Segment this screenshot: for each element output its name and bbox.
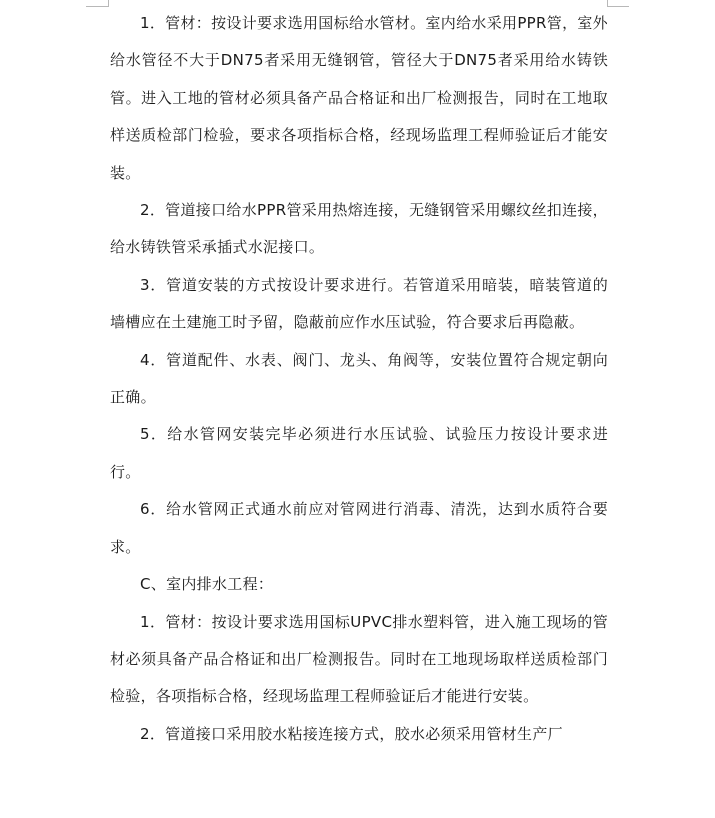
paragraph-water-pipe-material: 1．管材：按设计要求选用国标给水管材。室内给水采用PPR管，室外给水管径不大于DN75者采用无缝钢管，管径大于DN75者采用给水铸铁管。进入工地的管材必须具备产品合格证和出厂检测报告，同时在工地取样送质检部门检验，要求各项指标合格，经现场监理工程师验证后才能安装。 xyxy=(110,14,608,182)
crop-mark-top-right-horizontal xyxy=(607,6,629,7)
paragraph-drainage-pipe-joints: 2．管道接口采用胶水粘接连接方式，胶水必须采用管材生产厂 xyxy=(140,724,563,743)
paragraph-water-pipe-joints: 2．管道接口给水PPR管采用热熔连接，无缝钢管采用螺纹丝扣连接，给水铸铁管采承插式水泥接口。 xyxy=(110,201,608,257)
paragraph-pipe-installation-method: 3．管道安装的方式按设计要求进行。若管道采用暗装，暗装管道的墙槽应在土建施工时予留，隐蔽前应作水压试验，符合要求后再隐蔽。 xyxy=(110,275,608,332)
crop-mark-top-left-horizontal xyxy=(86,6,108,7)
section-heading-indoor-drainage: C、室内排水工程： xyxy=(140,575,274,594)
paragraph-drainage-pipe-material: 1．管材：按设计要求选用国标UPVC排水塑料管，进入施工现场的管材必须具备产品合格证和出厂检测报告。同时在工地现场取样送质检部门检验，各项指标合格，经现场监理工程师验证后才能进行安装。 xyxy=(110,612,608,706)
document-body xyxy=(110,5,608,753)
crop-mark-top-left-vertical xyxy=(108,0,109,7)
paragraph-disinfection: 6．给水管网正式通水前应对管网进行消毒、清洗，达到水质符合要求。 xyxy=(110,500,608,556)
paragraph-pressure-test: 5．给水管网安装完毕必须进行水压试验、试验压力按设计要求进行。 xyxy=(110,425,608,481)
paragraph-pipe-fittings: 4．管道配件、水表、阀门、龙头、角阀等，安装位置符合规定朝向正确。 xyxy=(110,350,608,407)
